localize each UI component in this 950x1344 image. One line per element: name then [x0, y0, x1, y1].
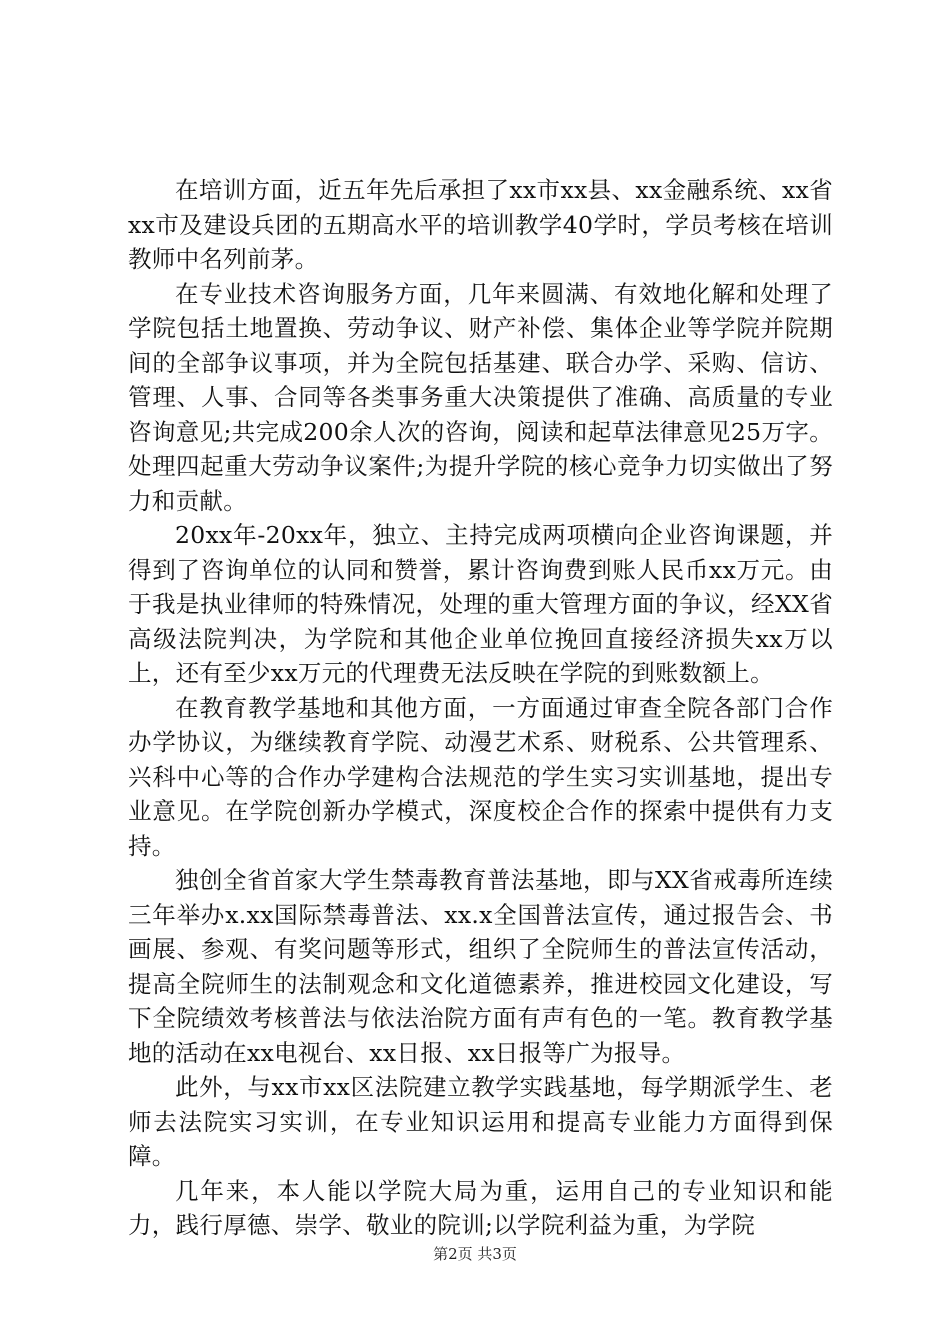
paragraph-court-base: 此外，与xx市xx区法院建立教学实践基地，每学期派学生、老师去法院实习实训，在专业知识运用和提高专业能力方面得到保障。 [128, 1073, 833, 1170]
paragraph-training: 在培训方面，近五年先后承担了xx市xx县、xx金融系统、xx省xx市及建设兵团的五期高水平的培训教学40学时，学员考核在培训教师中名列前茅。 [128, 176, 833, 273]
paragraph-projects: 20xx年-20xx年，独立、主持完成两项横向企业咨询课题，并得到了咨询单位的认同和赞誉，累计咨询费到账人民币xx万元。由于我是执业律师的特殊情况，处理的重大管理方面的争议，经XX省高级法院判决，为学院和其他企业单位挽回直接经济损失xx万以上，还有至少xx万元的代理费无法反映在学院的到账数额上。 [128, 521, 833, 687]
paragraph-consulting: 在专业技术咨询服务方面，几年来圆满、有效地化解和处理了学院包括土地置换、劳动争议、财产补偿、集体企业等学院并院期间的全部争议事项，并为全院包括基建、联合办学、采购、信访、管理、人事、合同等各类事务重大决策提供了准确、高质量的专业咨询意见;共完成200余人次的咨询，阅读和起草法律意见25万字。处理四起重大劳动争议案件;为提升学院的核心竞争力切实做出了努力和贡献。 [128, 279, 833, 515]
page-footer: 第2页 共3页 [433, 1245, 517, 1263]
document-body [128, 173, 833, 1243]
paragraph-summary: 几年来，本人能以学院大局为重，运用自己的专业知识和能力，践行厚德、崇学、敬业的院训;以学院利益为重，为学院 [128, 1176, 833, 1239]
paragraph-drug-education: 独创全省首家大学生禁毒教育普法基地，即与XX省戒毒所连续三年举办x.xx国际禁毒普法、xx.x全国普法宣传，通过报告会、书画展、参观、有奖问题等形式，组织了全院师生的普法宣传活动，提高全院师生的法制观念和文化道德素养，推进校园文化建设，写下全院绩效考核普法与依法治院方面有声有色的一笔。教育教学基地的活动在xx电视台、xx日报、xx日报等广为报导。 [128, 866, 833, 1067]
paragraph-teaching-base: 在教育教学基地和其他方面，一方面通过审查全院各部门合作办学协议，为继续教育学院、动漫艺术系、财税系、公共管理系、兴科中心等的合作办学建构合法规范的学生实习实训基地，提出专业意见。在学院创新办学模式，深度校企合作的探索中提供有力支持。 [128, 693, 833, 860]
